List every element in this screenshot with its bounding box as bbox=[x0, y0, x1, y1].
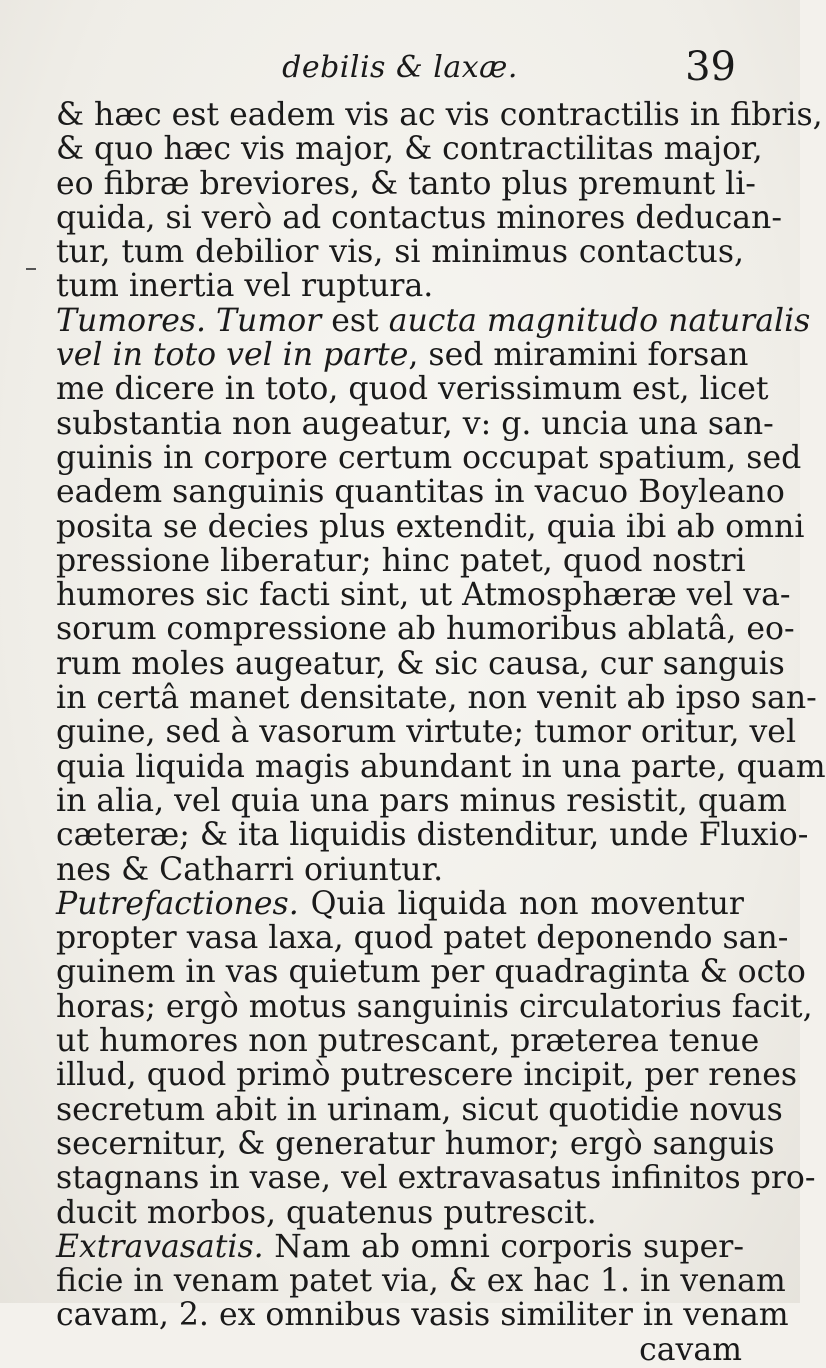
italic-heading-text: Putrefactiones. bbox=[56, 885, 299, 922]
body-text: me dicere in toto, quod verissimum est, licet bbox=[56, 371, 769, 408]
text-line bbox=[56, 817, 809, 854]
paragraph-extravasatis bbox=[56, 1228, 789, 1334]
body-text: posita se decies plus extendit, quia ibi ab omni bbox=[56, 508, 805, 545]
page-number: 39 bbox=[685, 44, 736, 90]
text-line bbox=[56, 887, 744, 921]
body-text: substantia non augeatur, v: g. uncia una san- bbox=[56, 405, 774, 442]
body-text: rum moles augeatur, & sic causa, cur sanguis bbox=[56, 645, 785, 682]
body-text: Quia liquida non moventur bbox=[298, 885, 744, 922]
text-line bbox=[56, 508, 805, 545]
text-body bbox=[56, 97, 826, 1334]
text-line bbox=[56, 165, 756, 202]
text-line bbox=[56, 714, 797, 751]
catchword: cavam bbox=[639, 1331, 742, 1368]
text-line bbox=[56, 954, 806, 991]
body-text: ficie in venam patet via, & ex hac 1. in venam bbox=[56, 1263, 786, 1300]
body-text: sorum compressione ab humoribus ablatâ, eo- bbox=[56, 611, 795, 648]
body-text: in certâ manet densitate, non venit ab ipso san- bbox=[56, 680, 817, 717]
body-text: eo fibræ breviores, & tanto plus premunt li- bbox=[56, 165, 756, 202]
text-line bbox=[56, 1263, 786, 1300]
body-text: tur, tum debilior vis, si minimus contactus, bbox=[56, 234, 744, 271]
text-line bbox=[56, 337, 749, 374]
body-text: Nam ab omni corporis super- bbox=[263, 1228, 744, 1265]
text-line bbox=[56, 1230, 744, 1264]
body-text: , sed miramini forsan bbox=[408, 337, 749, 374]
body-text: & quo hæc vis major, & contractilitas major, bbox=[56, 131, 763, 168]
body-text: guine, sed à vasorum virtute; tumor oritur, vel bbox=[56, 714, 797, 751]
text-line bbox=[56, 302, 811, 339]
body-text: quia liquida magis abundant in una parte, quam bbox=[56, 748, 826, 785]
text-line bbox=[56, 97, 823, 133]
body-text: propter vasa laxa, quod patet deponendo san- bbox=[56, 920, 789, 957]
text-line bbox=[56, 131, 763, 168]
text-line bbox=[56, 748, 826, 785]
body-text: secernitur, & generatur humor; ergò sanguis bbox=[56, 1125, 775, 1162]
text-line bbox=[56, 988, 813, 1025]
body-text: illud, quod primò putrescere incipit, per renes bbox=[56, 1057, 798, 1094]
body-text: horas; ergò motus sanguinis circulatorius facit, bbox=[56, 988, 813, 1025]
text-line bbox=[56, 371, 769, 408]
italic-heading-text: vel in toto vel in parte bbox=[56, 337, 409, 374]
body-text: guinem in vas quietum per quadraginta & octo bbox=[56, 954, 806, 991]
text-line bbox=[56, 474, 785, 511]
body-text: est bbox=[321, 302, 389, 339]
text-line bbox=[56, 235, 744, 269]
text-line bbox=[56, 439, 802, 476]
body-text bbox=[206, 303, 216, 339]
italic-heading-text: aucta magnitudo naturalis bbox=[388, 302, 811, 339]
text-line bbox=[56, 405, 774, 442]
text-line bbox=[56, 1297, 789, 1334]
running-head bbox=[56, 44, 744, 94]
italic-heading-text: Tumores. bbox=[56, 302, 207, 339]
body-text: & hæc est eadem vis ac vis contractilis in fibris, bbox=[56, 97, 823, 133]
body-text: eadem sanguinis quantitas in vacuo Boyleano bbox=[56, 474, 785, 511]
body-text: guinis in corpore certum occupat spatium, sed bbox=[56, 439, 802, 476]
body-text: cæteræ; & ita liquidis distenditur, unde Fluxio- bbox=[56, 817, 809, 854]
text-line bbox=[56, 645, 785, 682]
text-line bbox=[56, 269, 744, 303]
paragraph-putrefactiones bbox=[56, 885, 816, 1231]
text-line bbox=[56, 1196, 744, 1230]
text-line bbox=[56, 1057, 798, 1094]
text-line bbox=[56, 1125, 775, 1162]
body-text: stagnans in vase, vel extravasatus infinitos pro- bbox=[56, 1160, 816, 1197]
body-text: ut humores non putrescant, præterea tenue bbox=[56, 1023, 760, 1060]
text-line bbox=[56, 680, 817, 717]
paragraph-tumores bbox=[56, 302, 826, 888]
text-line bbox=[56, 611, 795, 648]
text-line bbox=[56, 544, 744, 578]
text-line bbox=[56, 199, 782, 236]
text-line bbox=[56, 920, 789, 957]
text-line bbox=[56, 853, 744, 887]
text-line bbox=[56, 1023, 760, 1060]
running-title: debilis & laxæ. bbox=[282, 50, 518, 85]
text-line bbox=[56, 577, 791, 614]
body-text: nes & Catharri oriuntur. bbox=[56, 851, 444, 888]
italic-heading-text: Tumor bbox=[216, 302, 322, 339]
body-text: quida, si verò ad contactus minores deducan- bbox=[56, 199, 782, 236]
body-text: ducit morbos, quatenus putrescit. bbox=[56, 1194, 597, 1231]
italic-heading-text: Extravasatis. bbox=[56, 1228, 264, 1265]
text-line bbox=[56, 1160, 816, 1197]
text-line bbox=[56, 1091, 783, 1128]
body-text: humores sic facti sint, ut Atmosphæræ vel va- bbox=[56, 577, 791, 614]
body-text: cavam, 2. ex omnibus vasis similiter in venam bbox=[56, 1297, 789, 1334]
body-text: tum inertia vel ruptura. bbox=[56, 268, 434, 305]
text-line bbox=[56, 782, 787, 819]
margin-mark bbox=[26, 268, 36, 270]
body-text: in alia, vel quia una pars minus resistit, quam bbox=[56, 782, 787, 819]
body-text: pressione liberatur; hinc patet, quod nostri bbox=[56, 542, 746, 579]
body-text: secretum abit in urinam, sicut quotidie novus bbox=[56, 1091, 783, 1128]
paragraph-intro bbox=[56, 97, 823, 305]
